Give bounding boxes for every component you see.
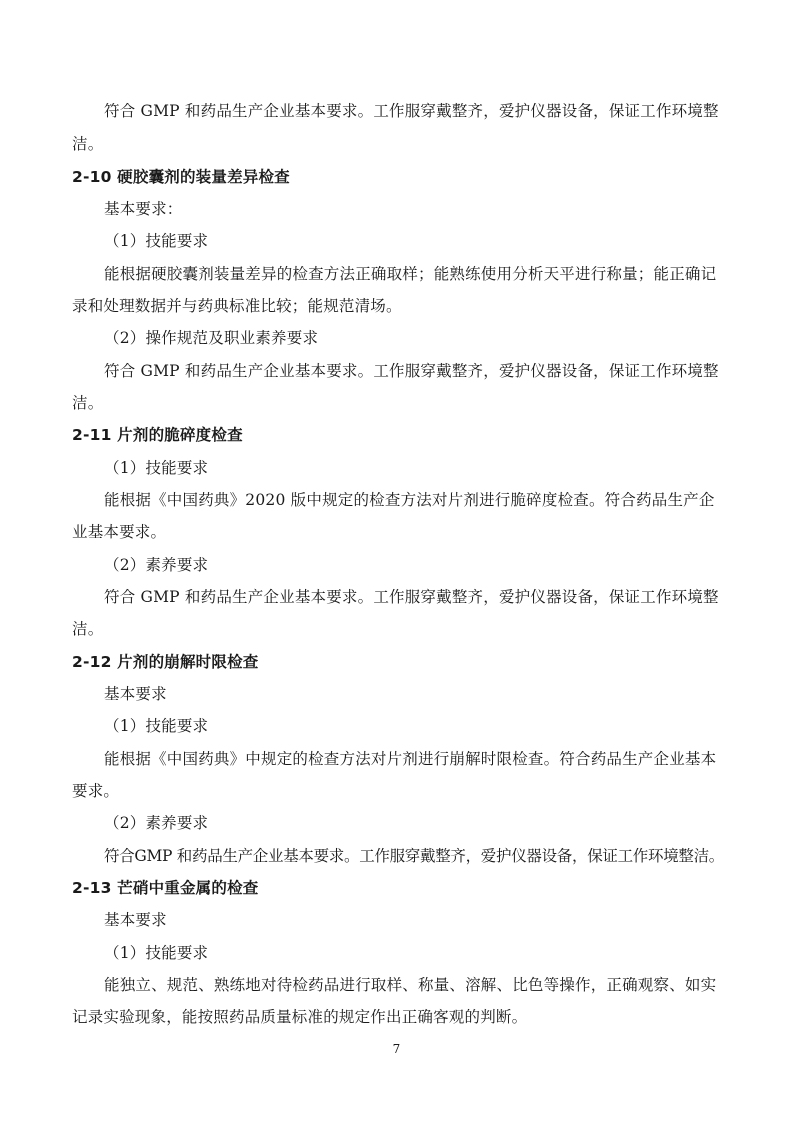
page-number: 7 <box>392 1042 401 1056</box>
paragraph-line: 基本要求： <box>104 200 183 218</box>
section-heading: 2-12 片剂的崩解时限检查 <box>72 653 259 671</box>
paragraph-line: 业基本要求。 <box>72 523 167 541</box>
paragraph-line: 能根据《中国药典》2020 版中规定的检查方法对片剂进行脆碎度检查。符合药品生产企 <box>104 491 715 509</box>
paragraph-line: 基本要求 <box>104 685 167 703</box>
paragraph-line: 符合 GMP 和药品生产企业基本要求。工作服穿戴整齐，爱护仪器设备，保证工作环境整 <box>104 362 719 380</box>
paragraph-line: 记录实验现象，能按照药品质量标准的规定作出正确客观的判断。 <box>72 1008 528 1026</box>
section-heading: 2-11 片剂的脆碎度检查 <box>72 426 243 444</box>
section-heading: 2-13 芒硝中重金属的检查 <box>72 879 259 897</box>
paragraph-line: 洁。 <box>72 135 104 153</box>
paragraph-line: 基本要求 <box>104 911 167 929</box>
subheading: （2）操作规范及职业素养要求 <box>104 329 319 347</box>
paragraph-line: 要求。 <box>72 782 120 800</box>
section-heading: 2-10 硬胶囊剂的装量差异检查 <box>72 168 290 186</box>
paragraph-line: 能根据硬胶囊剂装量差异的检查方法正确取样；能熟练使用分析天平进行称量；能正确记 <box>104 265 717 283</box>
paragraph-line: 符合 GMP 和药品生产企业基本要求。工作服穿戴整齐，爱护仪器设备，保证工作环境整 <box>104 102 719 120</box>
paragraph-line: 洁。 <box>72 620 104 638</box>
paragraph-line: 符合 GMP 和药品生产企业基本要求。工作服穿戴整齐，爱护仪器设备，保证工作环境整 <box>104 588 719 606</box>
paragraph-line: 能独立、规范、熟练地对待检药品进行取样、称量、溶解、比色等操作，正确观察、如实 <box>104 976 717 994</box>
paragraph-line: 洁。 <box>72 394 104 412</box>
paragraph-line: 录和处理数据并与药典标准比较；能规范清场。 <box>72 297 402 315</box>
subheading: （1）技能要求 <box>104 944 209 962</box>
subheading: （1）技能要求 <box>104 232 209 250</box>
subheading: （1）技能要求 <box>104 459 209 477</box>
subheading: （2）素养要求 <box>104 556 209 574</box>
paragraph-line: 能根据《中国药典》中规定的检查方法对片剂进行崩解时限检查。符合药品生产企业基本 <box>104 750 717 768</box>
subheading: （2）素养要求 <box>104 814 209 832</box>
paragraph-line: 符合GMP 和药品生产企业基本要求。工作服穿戴整齐，爱护仪器设备，保证工作环境整洁。 <box>104 847 725 865</box>
subheading: （1）技能要求 <box>104 717 209 735</box>
